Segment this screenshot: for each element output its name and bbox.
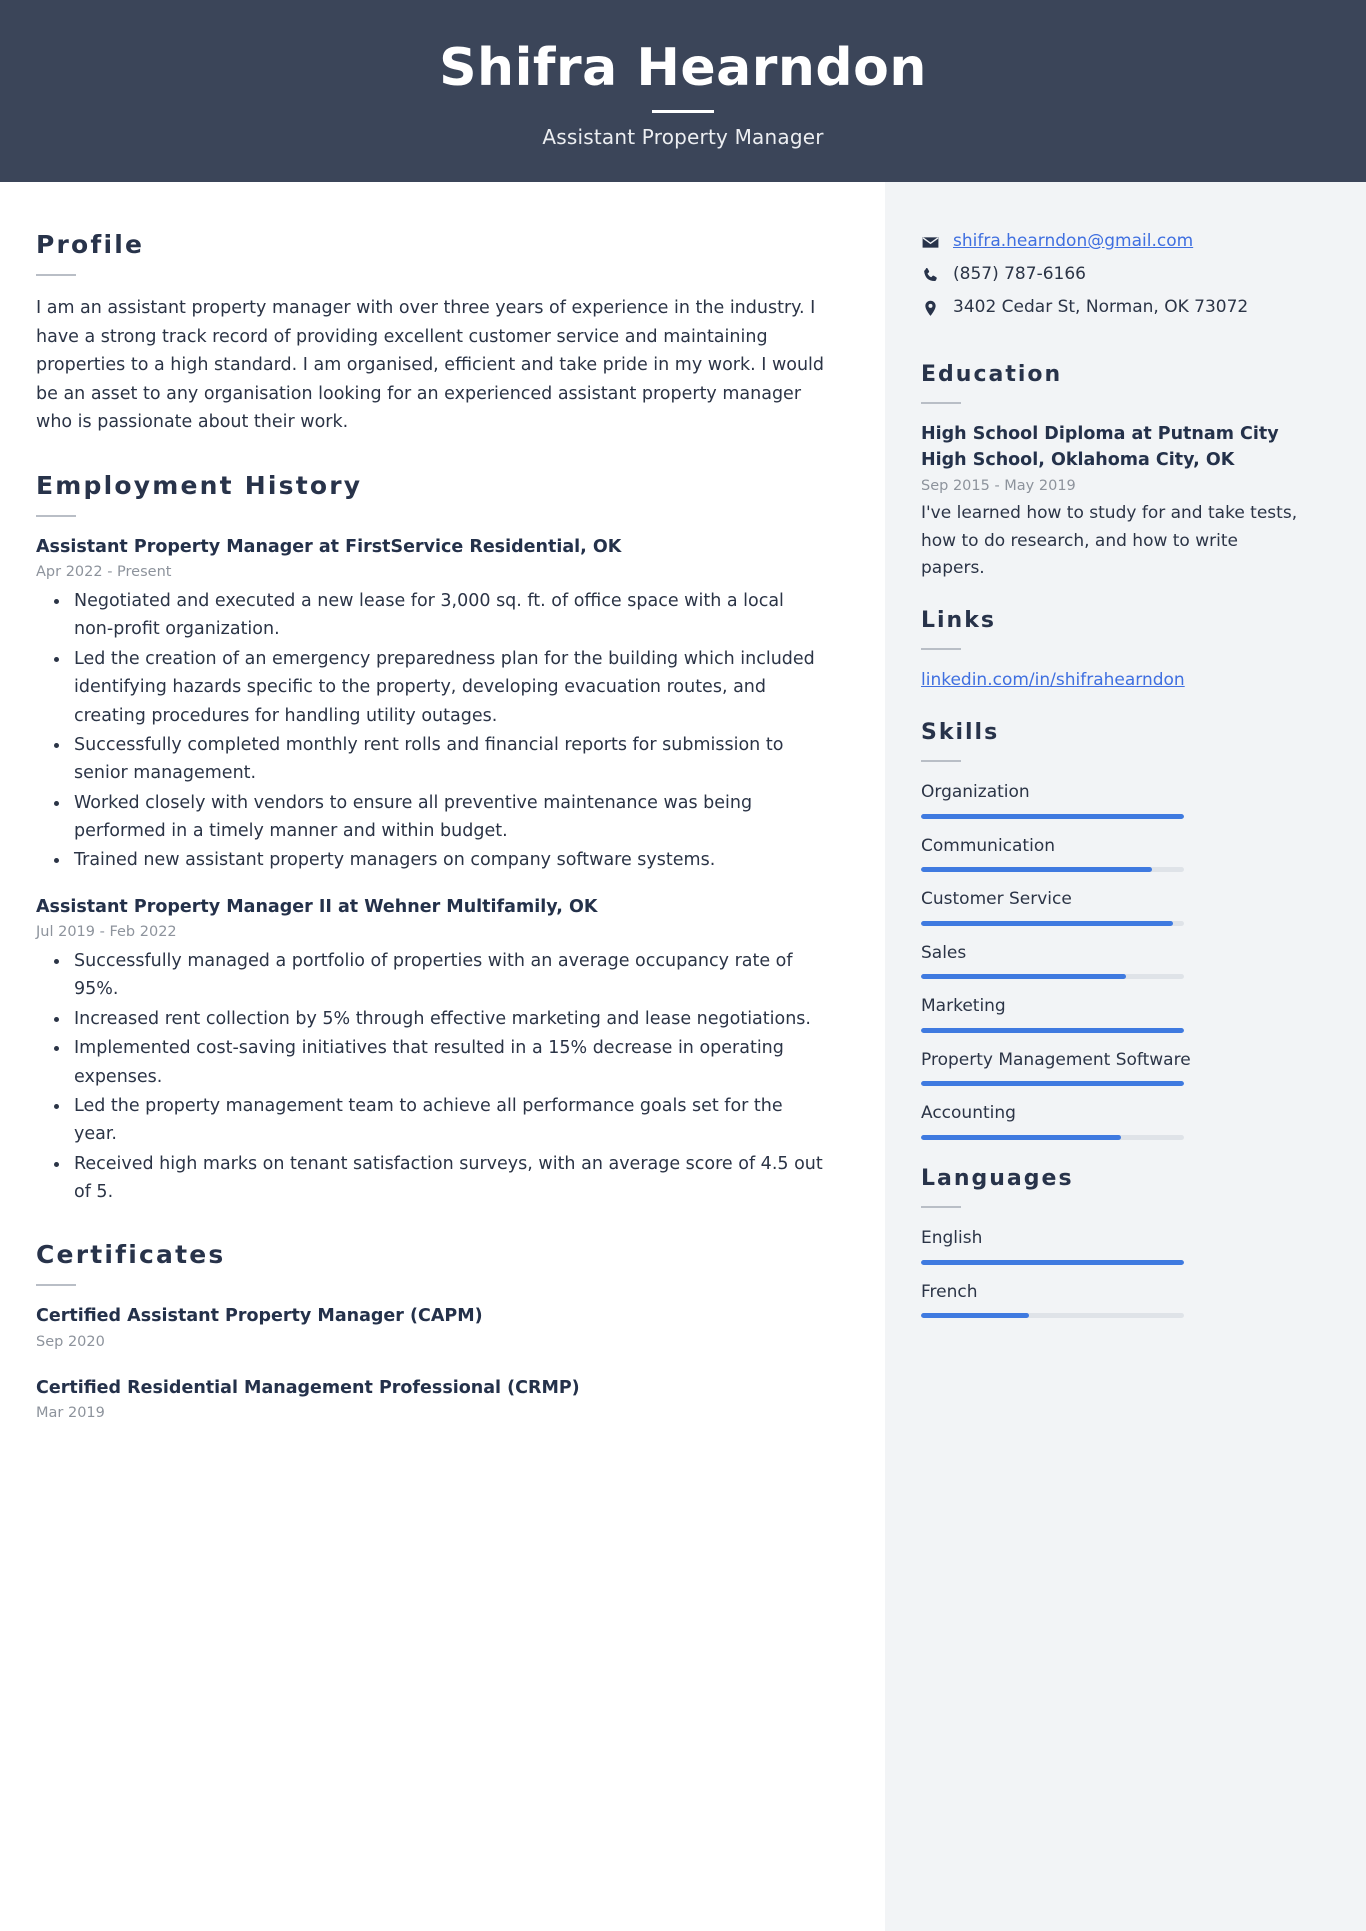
skill-level-bar (921, 1081, 1184, 1086)
employment-bullet: • Increased rent collection by 5% through effective marketing and lease negotiations. (70, 1005, 825, 1033)
employment-bullet: • Led the property management team to achieve all performance goals set for the year. (70, 1092, 825, 1149)
heading-rule (36, 515, 76, 517)
employment-entry-date: Apr 2022 - Present (36, 563, 172, 580)
skill-row (921, 1101, 1300, 1140)
employment-bullet: • Successfully managed a portfolio of properties with an average occupancy rate of 95%. (70, 947, 825, 1004)
heading-rule (36, 1284, 76, 1286)
contact-row (921, 296, 1300, 320)
candidate-name: Shifra Hearndon (439, 38, 927, 99)
skill-level-bar-fill (921, 1081, 1184, 1086)
language-level-bar-fill (921, 1260, 1184, 1265)
skill-row (921, 941, 1300, 980)
education-entry-title: High School Diploma at Putnam City High School, Oklahoma City, OK (921, 424, 1279, 470)
language-list (921, 1226, 1300, 1318)
skill-label: Sales (921, 942, 967, 963)
main-column (0, 182, 885, 1931)
employment-bullet: • Trained new assistant property managers on company software systems. (70, 846, 825, 874)
resume-body (0, 182, 1366, 1931)
section-certificates (36, 1240, 825, 1425)
section-skills (921, 720, 1300, 1140)
language-label: French (921, 1281, 978, 1302)
skill-label: Organization (921, 782, 1030, 803)
section-languages (921, 1166, 1300, 1318)
certificate-entry (36, 1304, 825, 1354)
skill-row (921, 834, 1300, 873)
contact-phone: (857) 787-6166 (953, 264, 1086, 285)
section-employment-history (36, 471, 825, 1207)
employment-bullet: • Implemented cost-saving initiatives that resulted in a 15% decrease in operating expenses. (70, 1034, 825, 1091)
skill-level-bar (921, 867, 1184, 872)
skill-level-bar (921, 1135, 1184, 1140)
education-entry-date: Sep 2015 - May 2019 (921, 478, 1076, 495)
employment-bullet: • Negotiated and executed a new lease for 3,000 sq. ft. of office space with a local non-profit organization. (70, 587, 825, 644)
heading-rule (921, 1206, 961, 1208)
skill-label: Property Management Software (921, 1049, 1191, 1070)
header-divider (652, 110, 714, 113)
skill-list (921, 780, 1300, 1140)
employment-bullet: • Worked closely with vendors to ensure all preventive maintenance was being performed in a timely manner and within budget. (70, 789, 825, 846)
employment-bullet-list (36, 587, 825, 874)
certificate-date: Sep 2020 (36, 1333, 105, 1350)
heading-rule (36, 274, 76, 276)
skill-level-bar-fill (921, 1135, 1121, 1140)
employment-bullet: • Successfully completed monthly rent rolls and financial reports for submission to senior management. (70, 731, 825, 788)
skill-row (921, 780, 1300, 819)
employment-entry-list (36, 535, 825, 1207)
skill-level-bar-fill (921, 814, 1184, 819)
employment-entry-date: Jul 2019 - Feb 2022 (36, 923, 177, 940)
heading-rule (921, 760, 961, 762)
language-label: English (921, 1228, 983, 1249)
phone-icon (921, 266, 940, 285)
language-row (921, 1280, 1300, 1319)
skill-label: Communication (921, 835, 1055, 856)
email-icon (921, 233, 940, 252)
education-entry-list (921, 422, 1300, 582)
profile-heading: Profile (36, 230, 145, 259)
certificate-entry (36, 1376, 825, 1426)
link-list (921, 668, 1300, 694)
certificate-title: Certified Residential Management Professional (CRMP) (36, 1377, 580, 1398)
education-entry (921, 422, 1300, 582)
heading-rule (921, 402, 961, 404)
skill-label: Customer Service (921, 889, 1072, 910)
employment-bullet: • Received high marks on tenant satisfaction surveys, with an average score of 4.5 out of 5. (70, 1150, 825, 1207)
skill-level-bar-fill (921, 1028, 1184, 1033)
skills-heading: Skills (921, 719, 1000, 745)
skill-level-bar (921, 814, 1184, 819)
section-education (921, 362, 1300, 582)
skill-level-bar (921, 1028, 1184, 1033)
language-level-bar (921, 1260, 1184, 1265)
profile-text: I am an assistant property manager with over three years of experience in the industry. I have a strong track record of providing excellent customer service and maintaining properties to a high standard. I am organised, efficient and take pride in my work. I would be an asset to any organisation looking for an experienced assistant property manager who is passionate about their work. (36, 298, 825, 433)
skill-label: Marketing (921, 996, 1006, 1017)
contact-address: 3402 Cedar St, Norman, OK 73072 (953, 297, 1249, 318)
employment-entry (36, 895, 825, 1207)
sidebar-column (885, 182, 1366, 1931)
certificate-title: Certified Assistant Property Manager (CAPM) (36, 1306, 483, 1327)
skill-level-bar-fill (921, 867, 1152, 872)
education-heading: Education (921, 362, 1063, 387)
language-level-bar-fill (921, 1313, 1029, 1318)
contact-details (921, 230, 1300, 320)
profile-link[interactable]: linkedin.com/in/shifrahearndon (921, 670, 1185, 691)
contact-row (921, 263, 1300, 287)
contact-email-link[interactable]: shifra.hearndon@gmail.com (953, 231, 1194, 252)
skill-row (921, 1048, 1300, 1087)
education-entry-description: I've learned how to study for and take tests, how to do research, and how to write papers. (921, 503, 1298, 578)
language-row (921, 1226, 1300, 1265)
employment-entry-title: Assistant Property Manager II at Wehner Multifamily, OK (36, 896, 598, 917)
heading-rule (921, 648, 961, 650)
links-heading: Links (921, 607, 996, 633)
skill-level-bar (921, 921, 1184, 926)
employment-entry-title: Assistant Property Manager at FirstService Residential, OK (36, 536, 622, 557)
employment-bullet: • Led the creation of an emergency preparedness plan for the building which included identifying hazards specific to the property, developing evacuation routes, and creating procedures for handling utility outages. (70, 645, 825, 730)
employment-heading: Employment History (36, 470, 363, 500)
skill-row (921, 994, 1300, 1033)
section-links (921, 608, 1300, 694)
contact-row[interactable] (921, 230, 1300, 254)
certificate-date: Mar 2019 (36, 1405, 105, 1422)
languages-heading: Languages (921, 1165, 1074, 1191)
certificates-heading: Certificates (36, 1240, 226, 1270)
employment-bullet-list (36, 947, 825, 1206)
candidate-job-title: Assistant Property Manager (542, 124, 824, 149)
section-profile (36, 230, 825, 437)
resume-header (0, 0, 1366, 182)
language-level-bar (921, 1313, 1184, 1318)
employment-entry (36, 535, 825, 875)
skill-label: Accounting (921, 1103, 1016, 1124)
skill-level-bar (921, 974, 1184, 979)
location-pin-icon (921, 299, 940, 318)
certificate-entry-list (36, 1304, 825, 1425)
skill-row (921, 887, 1300, 926)
skill-level-bar-fill (921, 921, 1173, 926)
skill-level-bar-fill (921, 974, 1126, 979)
